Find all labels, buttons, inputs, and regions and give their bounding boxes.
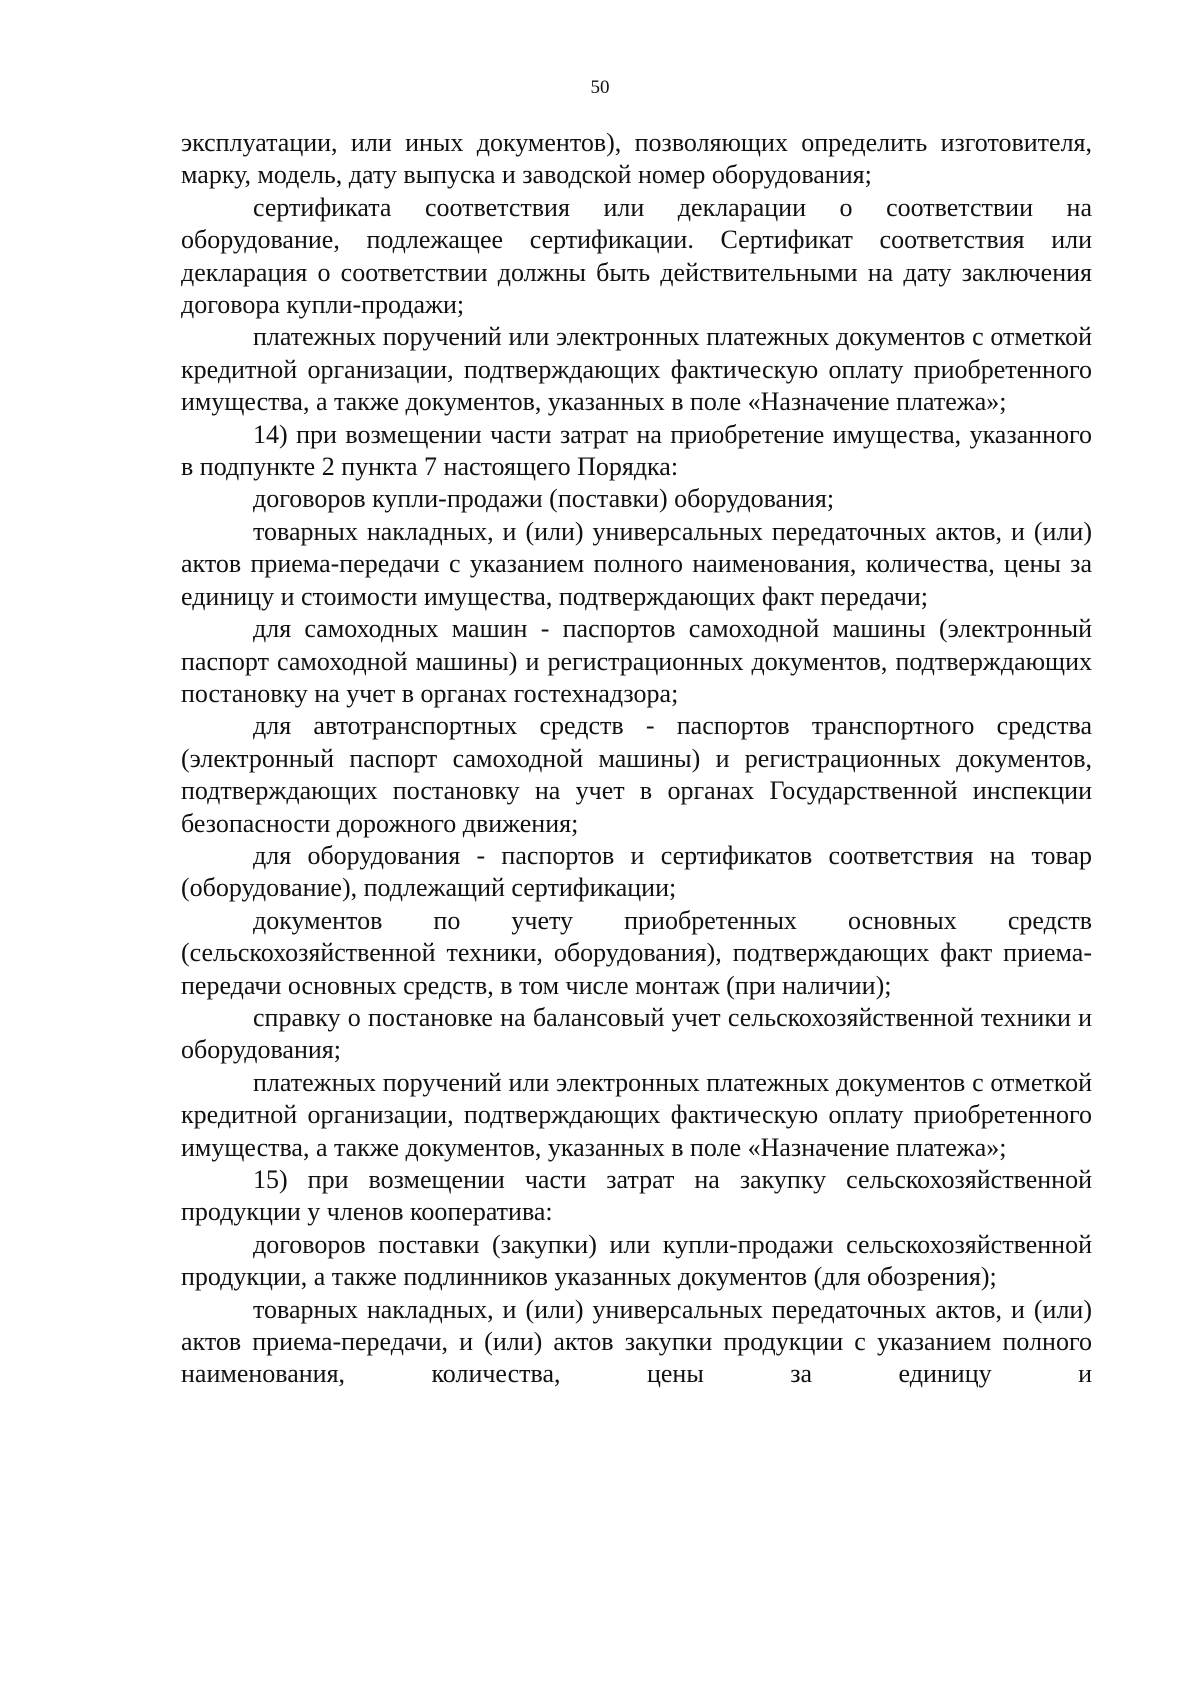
paragraph-payment-orders: платежных поручений или электронных платежных документов с отметкой кредитной организации, подтверждающих фактическую оплату приобретенного имущества, а также документов, указанных в поле «Назначение платежа»; — [181, 322, 1092, 417]
paragraph-item-14: 14) при возмещении части затрат на приобретение имущества, указанного в подпункте 2 пункта 7 настоящего Порядка: — [181, 419, 1092, 482]
paragraph-fixed-assets: документов по учету приобретенных основных средств (сельскохозяйственной техники, оборудования), подтверждающих факт приема-передачи основных средств, в том числе монтаж (при наличии); — [181, 905, 1092, 1000]
paragraph-equipment: для оборудования - паспортов и сертификатов соответствия на товар (оборудование), подлежащий сертификации; — [181, 840, 1092, 903]
paragraph-payment-orders-2: платежных поручений или электронных платежных документов с отметкой кредитной организации, подтверждающих фактическую оплату приобретенного имущества, а также документов, указанных в поле «Назначение платежа»; — [181, 1067, 1092, 1162]
paragraph-waybills: товарных накладных, и (или) универсальных передаточных актов, и (или) актов приема-передачи с указанием полного наименования, количества, цены за единицу и стоимости имущества, подтверждающих факт передачи; — [181, 516, 1092, 611]
paragraph-waybills-2: товарных накладных, и (или) универсальных передаточных актов, и (или) актов приема-передачи, и (или) актов закупки продукции с указанием полного наименования, количества, цены за единицу и — [181, 1294, 1092, 1389]
paragraph-certificate: сертификата соответствия или декларации о соответствии на оборудование, подлежащее сертификации. Сертификат соответствия или декларация о соответствии должны быть действительными на дату заключения договора купли-продажи; — [181, 192, 1092, 320]
document-body — [181, 127, 1092, 1391]
paragraph-self-propelled-machines: для самоходных машин - паспортов самоходной машины (электронный паспорт самоходной машины) и регистрационных документов, подтверждающих постановку на учет в органах гостехнадзора; — [181, 614, 1092, 708]
paragraph-item-15: 15) при возмещении части затрат на закупку сельскохозяйственной продукции у членов кооператива: — [181, 1165, 1092, 1227]
paragraph-purchase-contracts: договоров купли-продажи (поставки) оборудования; — [253, 484, 835, 514]
paragraph-balance-certificate: справку о постановке на балансовый учет сельскохозяйственной техники и оборудования; — [181, 1002, 1092, 1065]
page-number: 50 — [590, 77, 610, 98]
paragraph-continuation: эксплуатации, или иных документов), позволяющих определить изготовителя, марку, модель, дату выпуска и заводской номер оборудования; — [181, 128, 1092, 190]
paragraph-supply-contracts: договоров поставки (закупки) или купли-продажи сельскохозяйственной продукции, а также подлинников указанных документов (для обозрения); — [181, 1229, 1092, 1292]
paragraph-motor-vehicles: для автотранспортных средств - паспортов транспортного средства (электронный паспорт самоходной машины) и регистрационных документов, подтверждающих постановку на учет в органах Государственной инспекции безопасности дорожного движения; — [181, 711, 1092, 838]
